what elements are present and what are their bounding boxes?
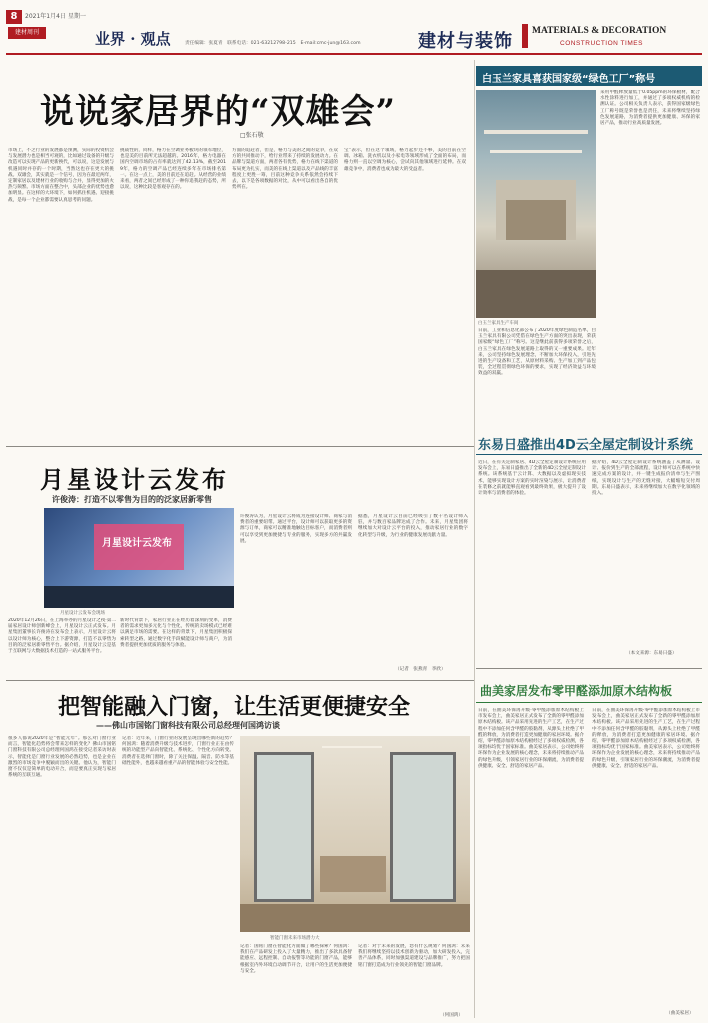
article-dual-giants [0,58,474,446]
masthead-title: 建材与装饰 [418,31,513,52]
article-title: 白玉兰家具喜获国家级“绿色工厂”称号 [482,74,656,85]
article-column-right: 采用甲醛释放量低于0.05ppm的环保板材，配合水性涂料进行加工，并通过了多项权威机构的检测认证。公司相关负责人表示，获得国家级绿色工厂称号既是荣誉也是责任，未来将继续坚持绿色发展道路，为消费者提供更加健康、环保的家居产品，推动行业高质量发展。 [600,90,700,127]
article-column-3: 许俊涛认为，月星设计云将成为连接设计师、商家与消费者的重要纽带。通过平台，设计师可以获取更多的资源与订单，商家可以精准地触达目标客户，而消费者则可以享受到更加便捷与专业的服务，实现多方的共赢发展。 [240,514,352,544]
article-column-1: 2020年12月26日，在上海举办的月星设计之夜·第二届家居设计师创新峰会上，月星设计云正式发布。月星集团董事长许俊涛在发布会上表示，月星设计云将以设计师为核心，整合上下游资源，打造不以零售为目的的泛家居新零售平台。据介绍，月星设计云是基于互联网与大数据技术打造的一站式服务平台。 [8,618,116,655]
masthead-en-subtitle: CONSTRUCTION TIMES [560,40,643,47]
article-title: 把智能融入门窗，让生活更便捷安全 [58,694,411,720]
article-dongyi-risheng [476,428,704,666]
event-photo [44,508,234,608]
article-column-3: 记者：国铭门窗在智能化方面做了哪些探索？何国鸿：我们在产品研发上投入了大量精力，推出了多款具备智能感应、远程控制、自动报警等功能的门窗产品，能够根据室内外环境自动调节开合，让用户的生活更加便捷与安全。 [240,944,352,974]
article-subtitle: 许俊涛：打造不以零售为目的的泛家居新零售 [52,495,212,504]
article-column-3: 方面的追赶者，但是，格力与美的之间的竞争，在双方的共同推动下，给行业带来了持续的发展动力。在品牌与渠道方面，两者各有优势，格力在线下渠道的布局更为扎实，而美的在线上渠道以及产品线的丰富程度上更胜一筹，目前这种竞争关系依然会持续下去，以下是各项数据的对比，从中可以看出各自的优势所在。 [232,148,338,191]
article-signature: （曲美家居） [666,1011,694,1016]
title-underline [476,702,702,703]
page-header [0,0,708,60]
article-column-left: 日前，工业和信息化部公布了2020年度绿色制造名单，白玉兰家具有限公司凭借在绿色生产方面的突出表现，荣获国家级“绿色工厂”称号。这是继此前获得多项荣誉之后，白玉兰家具在绿色发展道路上取得的又一重要成果。近年来，公司坚持绿色发展理念，不断加大环保投入，引进先进的生产设备和工艺，从原材料采购、生产加工到产品包装，全过程贯彻绿色环保的要求，实现了经济效益与环境效益的双赢。 [478,328,596,377]
header-rule [6,53,702,55]
article-column-left: 近日，在有关定制家居、4D云全屋定制设计系统应用发布会上，东易日盛推出了全新的4D云全屋定制设计系统。该系统基于云计算、大数据以及虚拟现实技术，能够实现设计方案的实时渲染与展示，让消费者在装修之前就能够直观看到最终效果，极大提升了设计效率与消费者的体验。 [478,460,586,497]
article-column-4: 宝”表示，但在这个领域，格力起步还不够，美的目前在空调、冰箱、洗衣机以及小家电等领域形成了全面的布局，而格力则一直以空调为核心，尝试向其他领域进行延伸。在双雄竞争中，消费者也成为最大的受益者。 [344,148,466,172]
section-rule [476,668,702,669]
article-column-2: 新时代背景下，家居行业正在经历着深刻的变革，消费者的需求更加多元化与个性化，传统的卖场模式已经难以满足市场的需要。在这样的背景下，月星集团积极探索转型之路，通过数字化手段赋能设计师与商户，为消费者提供更加优质的服务与体验。 [120,618,232,648]
factory-photo [476,90,596,318]
article-yuexing-design-cloud [0,446,474,680]
article-subtitle: ——佛山市国铭门窗科技有限公司总经理何国鸿访谈 [96,721,280,730]
article-qumei-furniture [476,668,704,1023]
section-title: 业界 · 观点 [95,30,171,48]
issue-weekday: 星期一 [68,13,87,20]
article-column-2: 挑战性的，同样，格力在空调业务板块的领军地位，也是美的目前所无法超越的。2016年，格力电器在国内空调市场的占有率就达到了42.13%，截至2019年，格力的空调产品已经连续多年在市场排名第一。在这一点上，美的目前还在追赶。从经营的业绩来看，两者之间已经形成了一种你追我赶的态势，所以说，这种比较是客观存在的。 [120,148,226,191]
photo-caption: 智能门窗未来市场潜力大 [270,936,320,941]
editor-line: 责任编辑：张夏青 联系电话：021-63212798-215 E-mail:cmc-jun@163.com [185,41,361,46]
article-signature: （何国鸿） [440,1013,463,1018]
article-signature: （本文来源：东易日盛） [626,651,677,656]
article-column-1: 市场上，不乏行业的发展都是预测，实际的投资机会与发展潜力也是相当可观的，比如通过设备的升级与改造可以实现产品的更新换代，可以说，这是发展与机遇同时并存的一个时期，当然这也存在更大的挑战。双雄会，其实就是一个信号，因为在最近两年，定制家居以及建材行业的收购与合并，显得更加的火热与频繁。市场方面在整合中，头部企业的优势也愈加明显。在这样的大环境下，如何抓住机遇、迎接挑战，是每一个企业都需要认真思考的问题。 [8,148,114,203]
section-rule [6,446,474,447]
article-column-1: 很多人都说2020年是“智能元年”。那么对门窗行业而言，智能化趋势将会带来怎样的变化？佛山市国铭门窗科技有限公司总经理何国鸿在接受记者采访时表示，智能化是门窗行业发展的必然趋势，也是企业在激烈的市场竞争中脱颖而出的关键。他认为，智能门窗不仅仅是简单的电动开合，而是要真正实现与家居系统的互联互通。 [8,736,116,779]
article-column-2: 记者：近年来，门窗行业的发展呈现出哪些新的趋势？何国鸿：随着消费升级与技术进步，门窗行业正在由传统的功能型产品向智能化、系统化、个性化方向转变。消费者在选择门窗时，除了关注保温、隔音、防水等基础性能外，也越来越看重产品的智能体验与安全性能。 [122,736,234,766]
article-title: 曲美家居发布零甲醛添加原木结构板 [480,684,673,698]
column-divider [474,60,475,1018]
article-byline: □张石敬 [240,132,264,139]
photo-caption: 白玉兰家具生产车间 [478,321,519,326]
issue-date: 2021年1月4日 [25,13,66,20]
article-title: 说说家居界的“双雄会” [40,92,397,132]
title-underline [476,454,702,455]
article-column-right: 据介绍，4D云全屋定制设计系统涵盖了从测量、设计、报价到生产的全部流程，设计师可以在系统中快速完成方案的设计，并一键生成报价清单与生产图纸，实现设计与生产的无缝对接，大幅缩短交付周期。东易日盛表示，未来将继续加大在数字化领域的投入。 [592,460,700,497]
article-body-continued: 日前，在曲美环保再升级·零甲醛添加原木结构板上市发布会上，曲美家居正式发布了全新的零甲醛添加原木结构板。该产品采用先进的生产工艺，在生产过程中不添加任何含甲醛的胶黏剂，从源头上杜绝了甲醛的释放，为消费者打造更加健康的家居环境。据介绍，零甲醛添加原木结构板经过了多项权威检测，各项指标均优于国家标准。曲美家居表示，公司始终将环保作为企业发展的核心理念，未来将持续推动产品的绿色升级，引领家居行业的环保潮流，为消费者提供健康、安全、舒适的家居产品。 [592,708,700,769]
section-tag: 建材周刊 [8,27,46,39]
article-title: 月星设计云发布 [40,465,229,494]
article-smart-doors-windows [0,680,474,1023]
article-signature: （记者 张燕青 李欣） [395,667,446,672]
article-column-4: 记者：对于未来的发展，您有什么规划？何国鸿：未来我们将继续坚持以技术创新为驱动，加大研发投入，完善产品体系，同时加强渠道建设与品牌推广，努力把国铭门窗打造成为行业领先的智能门窗品牌。 [358,944,470,968]
screen-title: 月星设计云发布 [102,538,172,549]
article-white-magnolia [476,62,704,446]
article-body: 日前，在曲美环保再升级·零甲醛添加原木结构板上市发布会上，曲美家居正式发布了全新的零甲醛添加原木结构板。该产品采用先进的生产工艺，在生产过程中不添加任何含甲醛的胶黏剂，从源头上杜绝了甲醛的释放，为消费者打造更加健康的家居环境。据介绍，零甲醛添加原木结构板经过了多项权威检测，各项指标均优于国家标准。曲美家居表示，公司始终将环保作为企业发展的核心理念，未来将持续推动产品的绿色升级，引领家居行业的环保潮流，为消费者提供健康、安全、舒适的家居产品。 [478,708,584,769]
page-number: 8 [6,10,22,24]
section-rule [6,680,474,681]
article-title: 东易日盛推出4D云全屋定制设计系统 [478,438,693,453]
masthead-block [522,24,528,48]
article-column-4: 据悉，月星设计云目前已经吸引了数千名设计师入驻，并与数百家品牌达成了合作。未来，月星集团将继续加大对设计云平台的投入，推动家居行业的数字化转型与升级，为行业的健康发展贡献力量。 [358,514,468,538]
interior-photo [240,736,470,932]
photo-caption: 月星设计云发布会现场 [60,611,105,616]
masthead-en-title: MATERIALS & DECORATION [532,26,667,36]
